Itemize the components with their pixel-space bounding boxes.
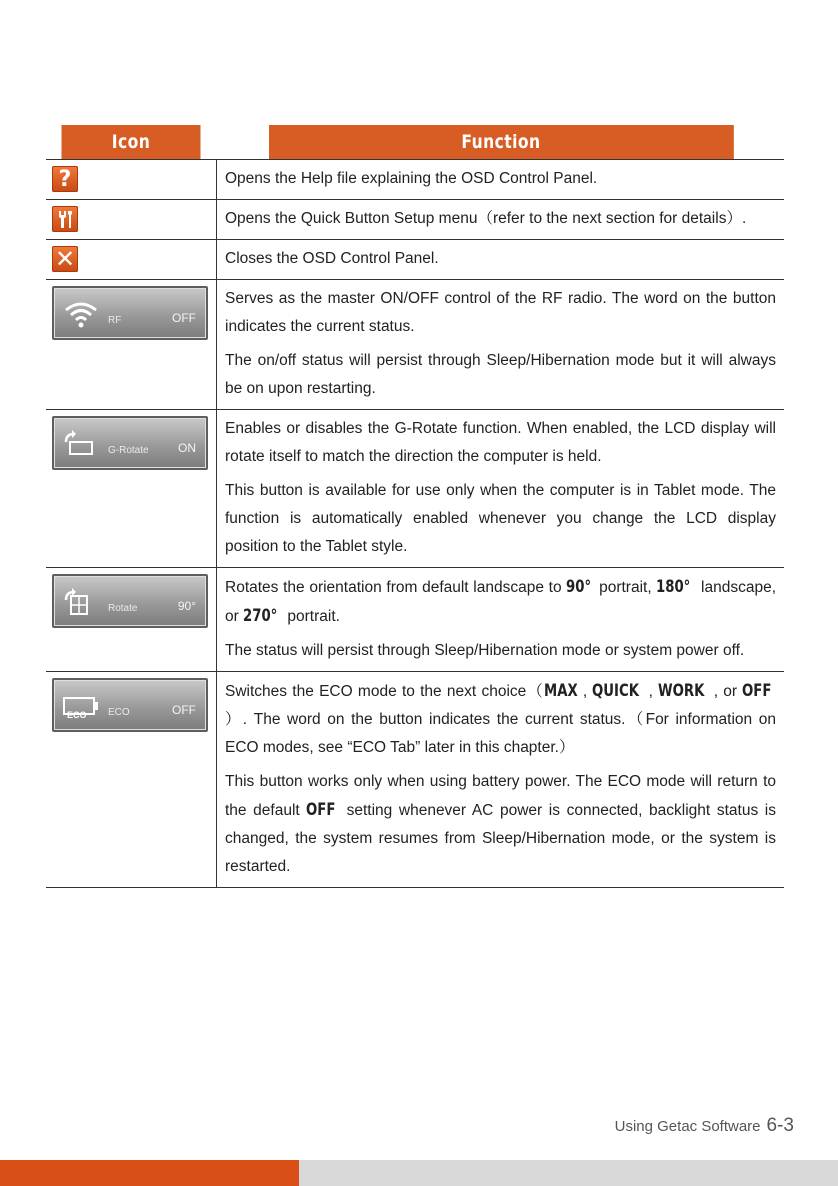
footer-accent-bar	[0, 1160, 299, 1186]
function-text: The status will persist through Sleep/Hibernation mode or system power off.	[225, 642, 745, 659]
close-icon: ✕	[52, 246, 78, 272]
function-text: Enables or disables the G-Rotate function. When enabled, the LCD display will rotate itself to match the direction the computer is held.	[225, 420, 776, 465]
footer-gray-bar	[299, 1160, 838, 1186]
button-state: OFF	[172, 311, 196, 325]
header-function: Function	[268, 125, 733, 160]
function-text: Opens the Help file explaining the OSD Control Panel.	[225, 170, 598, 187]
function-text: Rotates the orientation from default landscape to 90° portrait, 180° landscape, or 270° portrait.	[225, 577, 776, 626]
eco-badge: ECO	[67, 710, 87, 720]
button-state: 90°	[177, 599, 196, 613]
function-text: Opens the Quick Button Setup menu（refer to the next section for details）.	[225, 210, 747, 227]
table-row	[46, 200, 784, 240]
table-row	[46, 672, 784, 888]
table-header-row	[46, 125, 784, 160]
function-text: Serves as the master ON/OFF control of the RF radio. The word on the button indicates the current status.	[225, 290, 776, 335]
header-icon: Icon	[61, 125, 201, 160]
button-state: ON	[178, 441, 196, 455]
rotate-button	[52, 574, 208, 628]
tools-icon	[52, 206, 78, 232]
function-text: This button works only when using battery power. The ECO mode will return to the default OFF setting whenever AC power is connected, backlight status is changed, the system resumes from Sleep/Hibernation mode, or the system is restarted.	[225, 773, 776, 875]
table-row	[46, 160, 784, 200]
button-label: RF	[108, 315, 122, 326]
page-number: 6-3	[766, 1115, 794, 1136]
osd-icon-table	[46, 125, 784, 888]
function-text: Closes the OSD Control Panel.	[225, 250, 439, 267]
table-row	[46, 568, 784, 672]
rotate-icon	[62, 586, 100, 618]
button-label: Rotate	[108, 603, 138, 614]
button-label: ECO	[108, 707, 130, 718]
table-row	[46, 240, 784, 280]
table-row	[46, 410, 784, 568]
button-label: G-Rotate	[108, 445, 149, 456]
g-rotate-icon	[62, 428, 100, 460]
function-text: The on/off status will persist through Sleep/Hibernation mode but it will always be on upon restarting.	[225, 352, 776, 397]
wifi-icon	[62, 298, 100, 330]
help-icon: ?	[52, 166, 78, 192]
eco-button	[52, 678, 208, 732]
table-row	[46, 280, 784, 410]
section-title: Using Getac Software	[614, 1118, 761, 1135]
page-footer	[615, 1115, 794, 1137]
g-rotate-button	[52, 416, 208, 470]
rf-button	[52, 286, 208, 340]
function-text: This button is available for use only when the computer is in Tablet mode. The function is automatically enabled whenever you change the LCD display position to the Tablet style.	[225, 482, 776, 555]
button-state: OFF	[172, 703, 196, 717]
function-text: Switches the ECO mode to the next choice（MAX , QUICK , WORK , or OFF）. The word on the button indicates the current status.（For information on ECO modes, see “ECO Tab” later in this chapter.）	[225, 681, 776, 756]
